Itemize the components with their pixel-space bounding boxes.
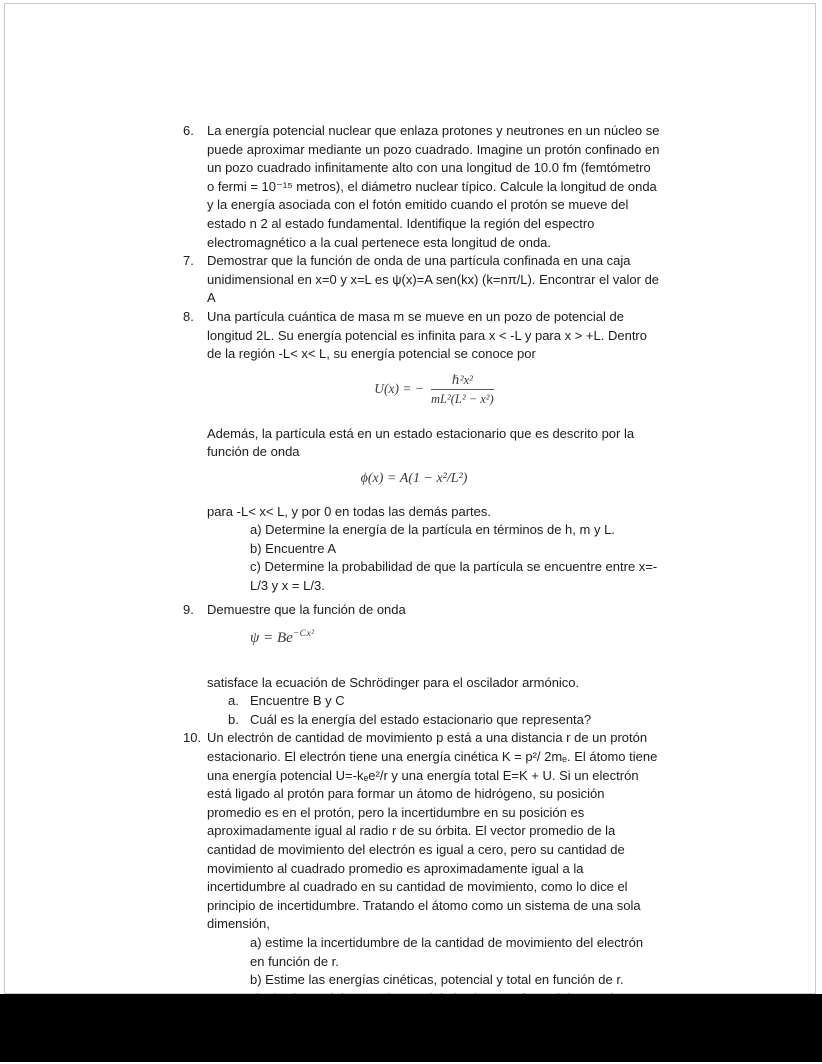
- wavefunction-formula: ϕ(x) = A(1 − x²/L²): [360, 470, 468, 486]
- problem-7-text: Demostrar que la función de onda de una partícula confinada en una caja unidimensional en x=0 y x=L es ψ(x)=A sen(kx) (k=nπ/L). Encontrar el valor de A: [207, 253, 660, 306]
- problem-9-after: satisface la ecuación de Schrödinger para el oscilador armónico.: [207, 674, 580, 690]
- problems-list: [183, 122, 661, 1064]
- gaussian-wavefunction-formula: [250, 625, 661, 648]
- problem-7: [183, 252, 661, 308]
- problem-7-number: 7.: [183, 253, 194, 269]
- problem-8-mid: Además, la partícula está en un estado estacionario que es descrito por la función de onda: [207, 425, 635, 460]
- formula-denominator: mL²(L² − x²): [430, 391, 494, 406]
- problem-8-after: para -L< x< L, y por 0 en todas las demás partes.: [207, 503, 491, 519]
- problem-8-item-c: c) Determine la probabilidad de que la partícula se encuentre entre x=-L/3 y x = L/3.: [250, 559, 658, 593]
- item-b-marker: b.: [228, 711, 239, 727]
- problem-9-item-a: [228, 692, 661, 711]
- problem-9-body: [207, 601, 661, 729]
- item-b-text: Cuál es la energía del estado estacionario que representa?: [250, 711, 592, 727]
- item-a-marker: a.: [228, 693, 239, 709]
- problem-6-text: La energía potencial nuclear que enlaza protones y neutrones en un núcleo se puede aproximar mediante un pozo cuadrado. Imagine un protón confinado en un pozo cuadrado infinitamente alto con una longitud de 10.0 fm (femtómetro o fermi = 10⁻¹⁵ metros), el diámetro nuclear típico. Calcule la longitud de onda y la energía asociada con el fotón emitido cuando el protón se mueve del estado n 2 al estado fundamental. Identifique la región del espectro electromagnético a la cual pertenece esta longitud de onda.: [207, 123, 660, 250]
- problem-8: [183, 308, 661, 596]
- problem-10-item-a: a) estime la incertidumbre de la cantidad de movimiento del electrón en función de r.: [250, 934, 644, 969]
- problem-8-item-b: b) Encuentre A: [250, 540, 336, 556]
- problem-9-number: 9.: [183, 602, 194, 618]
- problem-10-item-b: b) Estime las energías cinéticas, potencial y total en función de r.: [250, 972, 624, 988]
- item-a-text: Encuentre B y C: [250, 693, 345, 709]
- problem-6: [183, 122, 661, 252]
- formula-fraction: [431, 372, 494, 407]
- problem-9: [183, 601, 661, 729]
- problem-8-number: 8.: [183, 308, 194, 324]
- formula-lead: U(x) = −: [374, 380, 424, 396]
- problem-9-item-b: [228, 711, 661, 730]
- formula-exponent: −Cx²: [292, 629, 315, 640]
- problem-10-text: Un electrón de cantidad de movimiento p está a una distancia r de un protón estacionario. El electrón tiene una energía cinética K = p²/ 2mₑ. El átomo tiene una energía potencial U=-kₑe²/r y una energía total E=K + U. Si un electrón está ligado al protón para formar un átomo de hidrógeno, su posición promedio es en el protón, pero la incertidumbre en su posición es aproximadamente igual al radio r de su órbita. El vector promedio de la cantidad de movimiento del electrón es igual a cero, pero su cantidad de movimiento al cuadrado promedio es aproximadamente igual a la incertidumbre al cuadrado en su cantidad de movimiento, como lo dice el principio de incertidumbre. Tratando el átomo como un sistema de una sola dimensión,: [207, 730, 658, 932]
- formula-numerator: ℏ²x²: [431, 372, 494, 390]
- problem-8-body: [207, 308, 661, 596]
- problem-8-item-a: a) Determine la energía de la partícula en términos de h, m y L.: [250, 522, 615, 538]
- document-page: [4, 3, 816, 994]
- formula-base: ψ = Be: [250, 630, 293, 647]
- potential-energy-formula: [207, 372, 661, 407]
- problem-6-number: 6.: [183, 123, 194, 138]
- problem-9-intro: Demuestre que la función de onda: [207, 602, 406, 618]
- bottom-black-bar: [0, 994, 822, 1062]
- problem-10-number: 10.: [183, 730, 202, 746]
- problem-8-intro: Una partícula cuántica de masa m se mueve en un pozo de potencial de longitud 2L. Su energía potencial es infinita para x < -L y para x > +L. Dentro de la región -L< x< L, su energía potencial se conoce por: [207, 308, 647, 362]
